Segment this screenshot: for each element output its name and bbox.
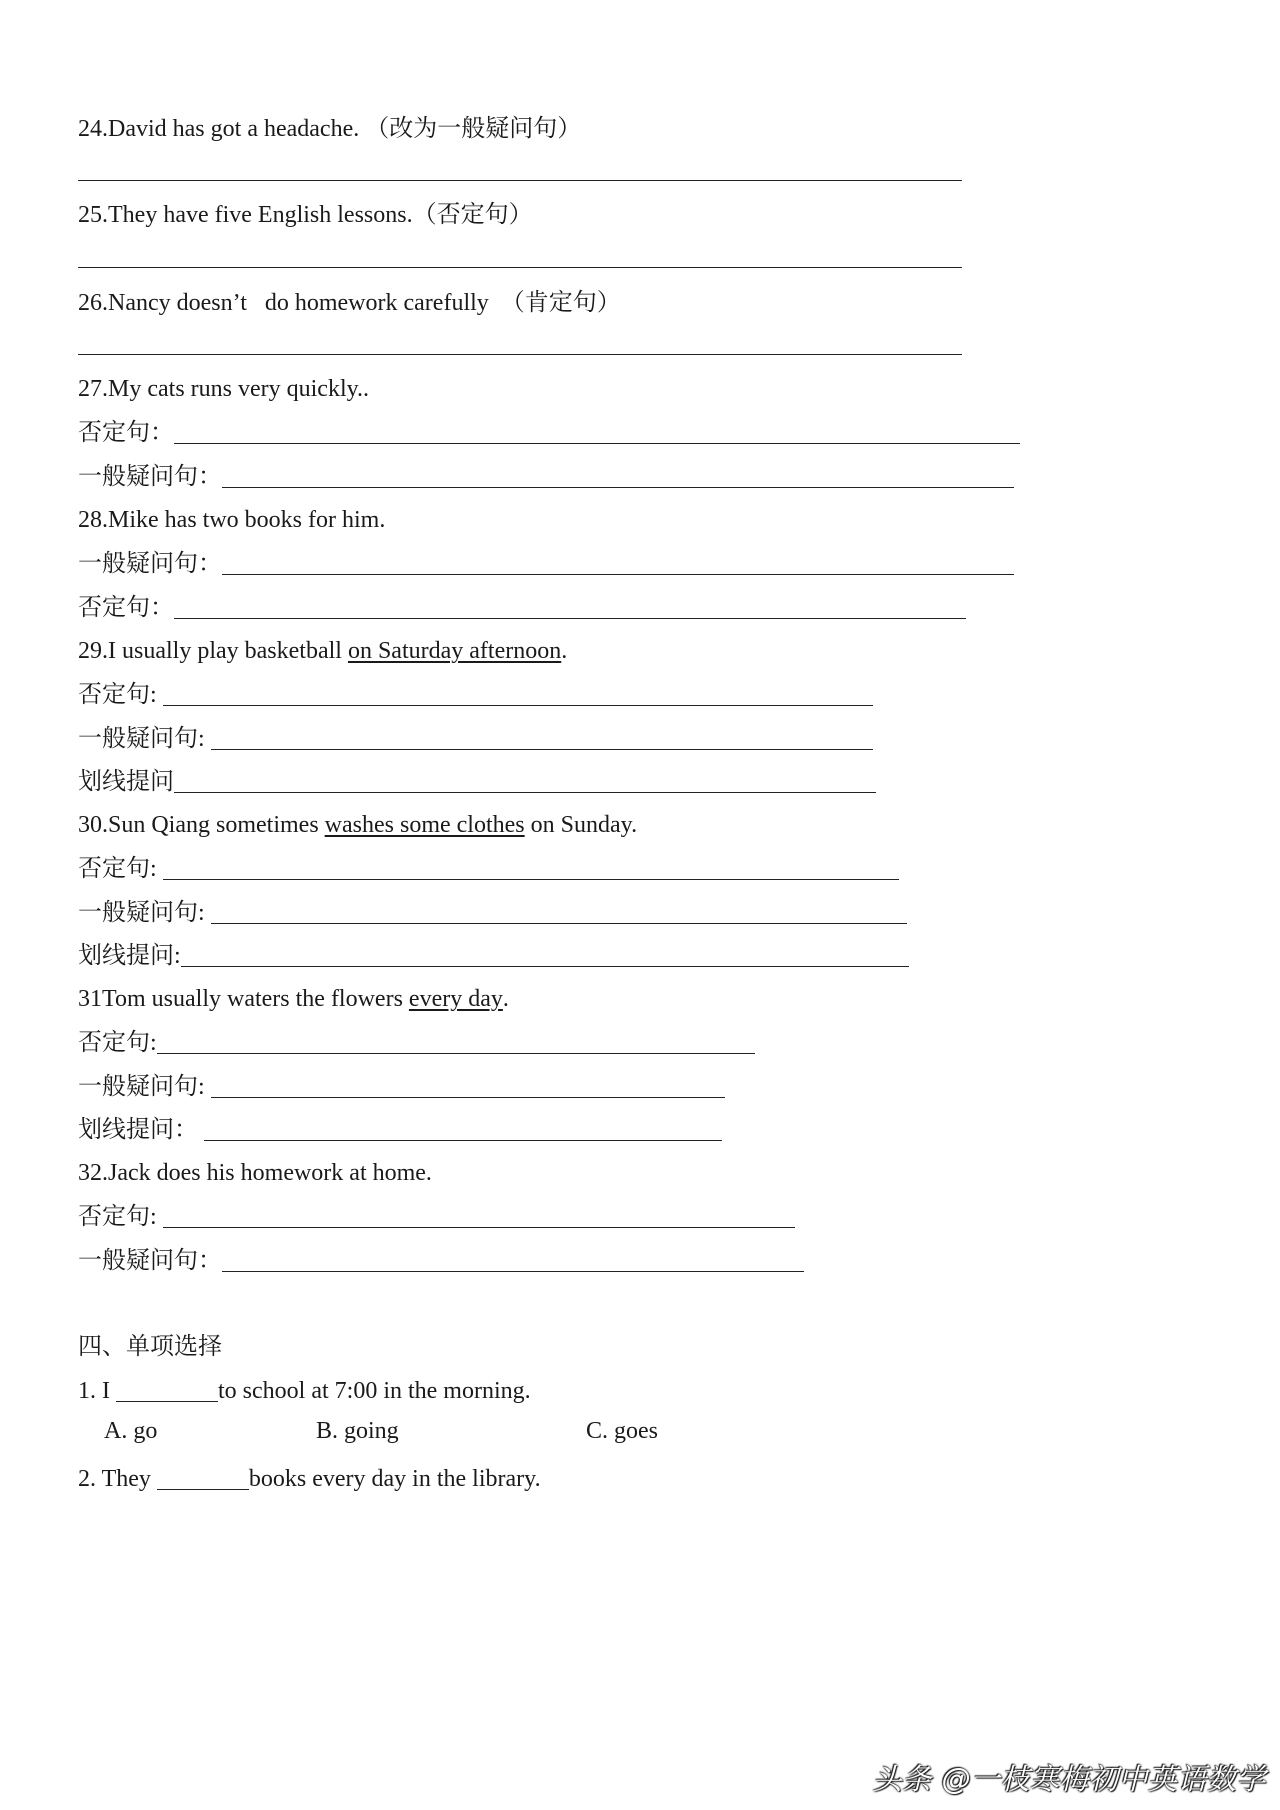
underlined-phrase: washes some clothes bbox=[324, 812, 525, 839]
question-29-end: . bbox=[561, 638, 568, 665]
q29-wh-row bbox=[78, 757, 876, 797]
answer-line-25[interactable] bbox=[78, 267, 962, 268]
q28-negative-blank[interactable] bbox=[174, 594, 966, 619]
q27-negative-blank[interactable] bbox=[174, 419, 1020, 444]
q32-question-blank[interactable] bbox=[222, 1247, 804, 1272]
question-24-text: 24.David has got a headache. （改为一般疑问句） bbox=[78, 116, 582, 143]
question-label: 一般疑问句： bbox=[78, 464, 222, 491]
wh-question-label: 划线提问: bbox=[78, 943, 181, 970]
wh-question-label: 划线提问 bbox=[78, 769, 174, 796]
negative-label: 否定句: bbox=[78, 856, 157, 883]
mc-1-text: to school at 7:00 in the morning. bbox=[218, 1378, 531, 1405]
q31-wh-blank[interactable] bbox=[204, 1116, 722, 1141]
q27-question-row bbox=[78, 452, 1014, 492]
question-32-text: 32.Jack does his homework at home. bbox=[78, 1160, 432, 1187]
question-25 bbox=[78, 190, 533, 230]
q28-negative-row bbox=[78, 583, 966, 623]
mc-1-option-c[interactable]: C. goes bbox=[586, 1418, 658, 1444]
q31-wh-row bbox=[78, 1105, 722, 1145]
negative-label: 否定句: bbox=[78, 1204, 157, 1231]
question-30-text: 30.Sun Qiang sometimes bbox=[78, 812, 325, 839]
q31-question-row bbox=[78, 1062, 725, 1102]
underlined-phrase: every day bbox=[408, 986, 503, 1013]
q29-question-row bbox=[78, 714, 873, 754]
q31-negative-blank[interactable] bbox=[157, 1029, 755, 1054]
q27-question-blank[interactable] bbox=[222, 463, 1014, 488]
question-28 bbox=[78, 495, 385, 535]
question-26 bbox=[78, 278, 621, 318]
question-label: 一般疑问句： bbox=[78, 1248, 222, 1275]
wh-question-label: 划线提问： bbox=[78, 1117, 198, 1144]
answer-line-24[interactable] bbox=[78, 180, 962, 181]
mc-1-option-b[interactable]: B. going bbox=[316, 1418, 399, 1444]
q30-wh-row bbox=[78, 931, 909, 971]
negative-label: 否定句: bbox=[78, 1030, 157, 1057]
question-30 bbox=[78, 800, 637, 840]
q28-question-row bbox=[78, 539, 1014, 579]
q30-negative-row bbox=[78, 844, 899, 884]
watermark: 头条 @一枝寒梅初中英语数学 bbox=[872, 1761, 1266, 1796]
q31-question-blank[interactable] bbox=[211, 1073, 725, 1098]
q32-question-row bbox=[78, 1236, 804, 1276]
negative-label: 否定句： bbox=[78, 420, 174, 447]
mc-2-blank[interactable] bbox=[157, 1465, 249, 1490]
mc-1-blank[interactable] bbox=[116, 1377, 218, 1402]
q30-negative-blank[interactable] bbox=[163, 855, 899, 880]
negative-label: 否定句： bbox=[78, 595, 174, 622]
q31-negative-row bbox=[78, 1018, 755, 1058]
question-31 bbox=[78, 974, 509, 1014]
question-label: 一般疑问句: bbox=[78, 1074, 205, 1101]
q32-negative-row bbox=[78, 1192, 795, 1232]
mc-question-2 bbox=[78, 1454, 541, 1494]
question-27-text: 27.My cats runs very quickly.. bbox=[78, 376, 370, 403]
q32-negative-blank[interactable] bbox=[163, 1203, 795, 1228]
question-24 bbox=[78, 104, 581, 144]
q29-negative-row bbox=[78, 670, 873, 710]
question-26-text: 26.Nancy doesn’t do homework carefully （肯定句） bbox=[78, 290, 621, 317]
question-31-text: 31Tom usually waters the flowers bbox=[78, 986, 409, 1013]
q28-question-blank[interactable] bbox=[222, 550, 1014, 575]
q27-negative-row bbox=[78, 408, 1020, 448]
q29-question-blank[interactable] bbox=[211, 725, 873, 750]
question-27 bbox=[78, 364, 369, 404]
q30-question-row bbox=[78, 888, 907, 928]
mc-question-1 bbox=[78, 1366, 531, 1406]
mc-1-number: 1. I bbox=[78, 1378, 116, 1405]
section-4-title: 四、单项选择 bbox=[78, 1334, 222, 1361]
question-25-text: 25.They have five English lessons.（否定句） bbox=[78, 202, 533, 229]
mc-2-number: 2. They bbox=[78, 1466, 157, 1493]
negative-label: 否定句: bbox=[78, 682, 157, 709]
question-28-text: 28.Mike has two books for him. bbox=[78, 507, 386, 534]
question-label: 一般疑问句: bbox=[78, 726, 205, 753]
underlined-phrase: on Saturday afternoon bbox=[347, 638, 562, 665]
q29-wh-blank[interactable] bbox=[174, 768, 876, 793]
q30-question-blank[interactable] bbox=[211, 899, 907, 924]
question-32 bbox=[78, 1148, 432, 1188]
question-label: 一般疑问句: bbox=[78, 900, 205, 927]
q29-negative-blank[interactable] bbox=[163, 681, 873, 706]
q30-wh-blank[interactable] bbox=[181, 942, 909, 967]
question-31-end: . bbox=[502, 986, 509, 1013]
mc-2-text: books every day in the library. bbox=[248, 1466, 541, 1493]
question-29-text: 29.I usually play basketball bbox=[78, 638, 348, 665]
question-label: 一般疑问句： bbox=[78, 551, 222, 578]
answer-line-26[interactable] bbox=[78, 354, 962, 355]
mc-1-option-a[interactable]: A. go bbox=[104, 1418, 158, 1444]
section-title bbox=[78, 1322, 222, 1362]
question-29 bbox=[78, 626, 567, 666]
question-30-end: on Sunday. bbox=[524, 812, 638, 839]
